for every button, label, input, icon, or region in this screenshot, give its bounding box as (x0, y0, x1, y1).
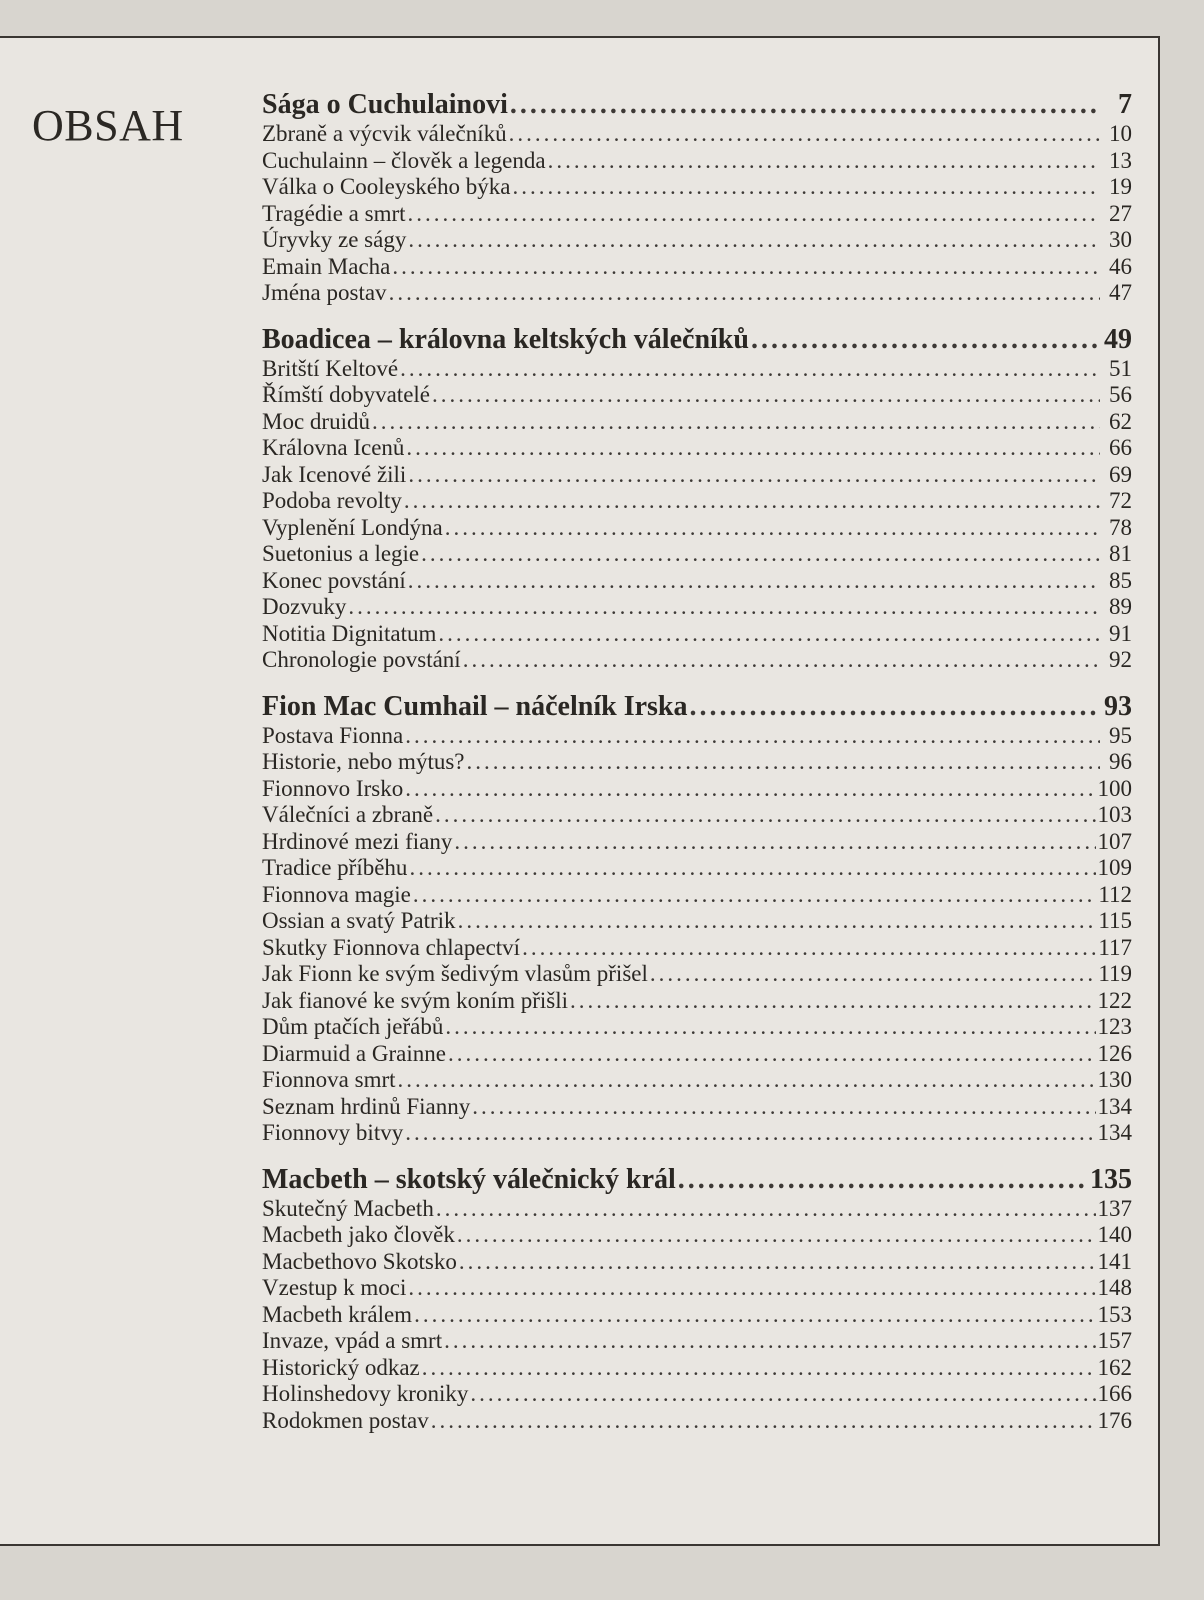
dot-leader (472, 1094, 1095, 1121)
page-number: 93 (1104, 690, 1132, 722)
page-number: 62 (1109, 408, 1132, 434)
dot-leader (348, 594, 1100, 621)
toc-entry (262, 1355, 1132, 1382)
dot-leader (548, 148, 1100, 175)
dot-leader (458, 908, 1097, 935)
toc-section (262, 1163, 1132, 1435)
entry-title: Jak fianové ke svým koním přišli (262, 987, 568, 1013)
dot-leader (522, 935, 1096, 962)
entry-title: Skutky Fionnova chlapectví (262, 934, 521, 960)
dot-leader (459, 1249, 1096, 1276)
toc-entry (262, 802, 1132, 829)
page-number: 140 (1097, 1222, 1132, 1247)
entry-title: Skutečný Macbeth (262, 1195, 434, 1221)
page-number: 162 (1097, 1354, 1132, 1380)
page-number: 89 (1109, 594, 1132, 619)
entry-title: Jména postav (262, 280, 387, 305)
page-number: 66 (1109, 435, 1132, 460)
toc-entry (262, 1249, 1132, 1276)
toc-chapter-entry (262, 690, 1132, 723)
page-number: 19 (1109, 174, 1132, 199)
dot-leader (422, 1355, 1096, 1382)
toc-entry (262, 1381, 1132, 1408)
toc-section (262, 323, 1132, 674)
dot-leader (431, 1408, 1096, 1435)
page-number: 51 (1109, 355, 1132, 381)
dot-leader (372, 409, 1100, 436)
page-number: 130 (1097, 1067, 1132, 1092)
toc-entry (262, 1328, 1132, 1355)
page-number: 119 (1098, 961, 1132, 986)
entry-title: Válka o Cooleyského býka (262, 174, 511, 199)
toc-entry (262, 356, 1132, 383)
toc-entry (262, 1014, 1132, 1041)
entry-title: Diarmuid a Grainne (262, 1040, 446, 1066)
page-number: 112 (1098, 881, 1132, 907)
entry-title: Notitia Dignitatum (262, 620, 437, 646)
dot-leader (512, 174, 1100, 201)
entry-title: Rodokmen postav (262, 1407, 429, 1433)
toc-entry (262, 382, 1132, 409)
entry-title: Římští dobyvatelé (262, 382, 431, 407)
page-number: 100 (1097, 775, 1132, 801)
page-number: 126 (1097, 1040, 1132, 1066)
chapter-title: Boadicea – královna keltských válečníků (262, 323, 749, 355)
dot-leader (409, 855, 1095, 882)
dot-leader (405, 723, 1100, 750)
dot-leader (414, 1302, 1095, 1329)
dot-leader (404, 488, 1100, 515)
entry-title: Vyplenění Londýna (262, 514, 443, 540)
dot-leader (445, 515, 1100, 542)
chapter-title: Sága o Cuchulainovi (262, 89, 508, 120)
page-number: 49 (1104, 323, 1132, 355)
entry-title: Fionnovo Irsko (262, 775, 404, 801)
entry-title: Konec povstání (262, 567, 406, 593)
dot-leader (408, 462, 1100, 489)
page-number: 7 (1118, 89, 1132, 120)
toc-entry (262, 647, 1132, 674)
toc-entry (262, 409, 1132, 436)
page-number: 96 (1109, 749, 1132, 774)
entry-title: Macbeth králem (262, 1301, 413, 1327)
chapter-title: Macbeth – skotský válečnický král (262, 1163, 676, 1195)
toc-entry (262, 988, 1132, 1015)
page-number: 85 (1109, 567, 1132, 593)
toc-entry (262, 723, 1132, 750)
toc-entry (262, 855, 1132, 882)
page-number: 27 (1109, 200, 1132, 226)
page-number: 115 (1098, 908, 1132, 933)
toc-entry (262, 568, 1132, 595)
toc-entry (262, 1275, 1132, 1302)
page-number: 134 (1097, 1093, 1132, 1119)
entry-title: Fionnova magie (262, 881, 411, 907)
dot-leader (448, 1041, 1096, 1068)
entry-title: Tradice příběhu (262, 855, 408, 880)
entry-title: Emain Macha (262, 253, 391, 279)
toc-entry (262, 1067, 1132, 1094)
toc-entry (262, 1222, 1132, 1249)
toc-entry (262, 1302, 1132, 1329)
page-number: 95 (1109, 722, 1132, 748)
page-number: 166 (1097, 1381, 1132, 1406)
dot-leader (510, 88, 1100, 121)
dot-leader (408, 568, 1100, 595)
entry-title: Fionnovy bitvy (262, 1120, 404, 1145)
page-number: 103 (1097, 802, 1132, 827)
dot-leader (444, 1328, 1095, 1355)
dot-leader (408, 227, 1100, 254)
toc-entry (262, 1196, 1132, 1223)
entry-title: Holinshedovy kroniky (262, 1381, 469, 1406)
dot-leader (445, 1014, 1095, 1041)
page-number: 91 (1109, 620, 1132, 646)
dot-leader (405, 776, 1095, 803)
chapter-title: Fion Mac Cumhail – náčelník Irska (262, 690, 688, 722)
dot-leader (509, 121, 1100, 148)
dot-leader (436, 1196, 1096, 1223)
dot-leader (400, 356, 1100, 383)
dot-leader (650, 961, 1096, 988)
toc-entry (262, 148, 1132, 175)
entry-title: Macbethovo Skotsko (262, 1248, 457, 1274)
page-number: 47 (1109, 280, 1132, 305)
entry-title: Invaze, vpád a smrt (262, 1328, 443, 1353)
entry-title: Moc druidů (262, 408, 370, 434)
entry-title: Suetonius a legie (262, 541, 420, 566)
dot-leader (678, 1163, 1088, 1196)
page-number: 135 (1090, 1163, 1132, 1195)
toc-entry (262, 462, 1132, 489)
dot-leader (470, 1381, 1095, 1408)
entry-title: Hrdinové mezi fiany (262, 828, 453, 854)
page-number: 176 (1097, 1407, 1132, 1433)
entry-title: Dům ptačích jeřábů (262, 1014, 444, 1039)
dot-leader (398, 1067, 1096, 1094)
toc-chapter-entry (262, 1163, 1132, 1196)
toc-entry (262, 488, 1132, 515)
toc-entry (262, 1120, 1132, 1147)
page-number: 13 (1109, 147, 1132, 173)
entry-title: Vzestup k moci (262, 1275, 407, 1300)
toc-entry (262, 435, 1132, 462)
entry-title: Jak Icenové žili (262, 461, 407, 487)
entry-title: Cuchulainn – člověk a legenda (262, 147, 546, 173)
entry-title: Ossian a svatý Patrik (262, 908, 456, 933)
page-number: 157 (1097, 1328, 1132, 1353)
toc-entry (262, 1094, 1132, 1121)
dot-leader (467, 749, 1101, 776)
toc-entry (262, 227, 1132, 254)
entry-title: Historický odkaz (262, 1354, 420, 1380)
page-number: 69 (1109, 461, 1132, 487)
toc-entry (262, 829, 1132, 856)
entry-title: Fionnova smrt (262, 1067, 396, 1092)
toc-chapter-entry (262, 323, 1132, 356)
page-number: 46 (1109, 253, 1132, 279)
dot-leader (689, 690, 1100, 723)
toc-entry (262, 908, 1132, 935)
toc-entry (262, 280, 1132, 307)
entry-title: Historie, nebo mýtus? (262, 749, 465, 774)
entry-title: Podoba revolty (262, 488, 402, 513)
page-number: 72 (1109, 488, 1132, 513)
dot-leader (435, 802, 1095, 829)
entry-title: Válečníci a zbraně (262, 802, 434, 827)
entry-title: Seznam hrdinů Fianny (262, 1093, 471, 1119)
page-number: 81 (1109, 541, 1132, 566)
dot-leader (406, 435, 1100, 462)
toc-entry (262, 776, 1132, 803)
entry-title: Postava Fionna (262, 722, 404, 748)
page-number: 109 (1097, 855, 1132, 880)
toc-entry (262, 1041, 1132, 1068)
table-of-contents (262, 88, 1132, 1450)
toc-entry (262, 541, 1132, 568)
page-number: 134 (1097, 1120, 1132, 1145)
toc-entry (262, 121, 1132, 148)
toc-entry (262, 621, 1132, 648)
toc-entry (262, 174, 1132, 201)
entry-title: Dozvuky (262, 594, 347, 619)
page-number: 10 (1109, 121, 1132, 146)
dot-leader (392, 254, 1100, 281)
toc-entry (262, 201, 1132, 228)
dot-leader (438, 621, 1100, 648)
entry-title: Jak Fionn ke svým šedivým vlasům přišel (262, 961, 648, 986)
toc-chapter-entry (262, 88, 1132, 121)
dot-leader (389, 280, 1100, 307)
entry-title: Zbraně a výcvik válečníků (262, 121, 507, 146)
entry-title: Chronologie povstání (262, 647, 461, 672)
page-heading: OBSAH (32, 101, 184, 150)
page-number: 137 (1097, 1195, 1132, 1221)
page-number: 30 (1109, 227, 1132, 252)
book-page (0, 36, 1160, 1546)
toc-section (262, 690, 1132, 1147)
toc-entry (262, 749, 1132, 776)
dot-leader (405, 1120, 1095, 1147)
dot-leader (454, 829, 1095, 856)
page-number: 92 (1109, 647, 1132, 672)
dot-leader (421, 541, 1100, 568)
page-number: 78 (1109, 514, 1132, 540)
entry-title: Tragédie a smrt (262, 200, 406, 226)
dot-leader (408, 1275, 1095, 1302)
dot-leader (463, 647, 1100, 674)
dot-leader (457, 1222, 1096, 1249)
entry-title: Macbeth jako člověk (262, 1222, 455, 1247)
dot-leader (570, 988, 1096, 1015)
entry-title: Úryvky ze ságy (262, 227, 407, 252)
dot-leader (413, 882, 1097, 909)
toc-entry (262, 515, 1132, 542)
dot-leader (751, 323, 1100, 356)
toc-entry (262, 961, 1132, 988)
entry-title: Královna Icenů (262, 435, 405, 460)
page-number: 56 (1109, 382, 1132, 407)
page-number: 123 (1097, 1014, 1132, 1039)
dot-leader (408, 201, 1100, 228)
page-number: 117 (1098, 934, 1132, 960)
toc-entry (262, 935, 1132, 962)
toc-entry (262, 1408, 1132, 1435)
toc-entry (262, 594, 1132, 621)
page-number: 122 (1097, 987, 1132, 1013)
page-number: 153 (1097, 1301, 1132, 1327)
dot-leader (432, 382, 1100, 409)
toc-entry (262, 254, 1132, 281)
page-number: 148 (1097, 1275, 1132, 1300)
entry-title: Britští Keltové (262, 355, 399, 381)
page-number: 141 (1097, 1248, 1132, 1274)
toc-section (262, 88, 1132, 307)
page-number: 107 (1097, 828, 1132, 854)
toc-entry (262, 882, 1132, 909)
